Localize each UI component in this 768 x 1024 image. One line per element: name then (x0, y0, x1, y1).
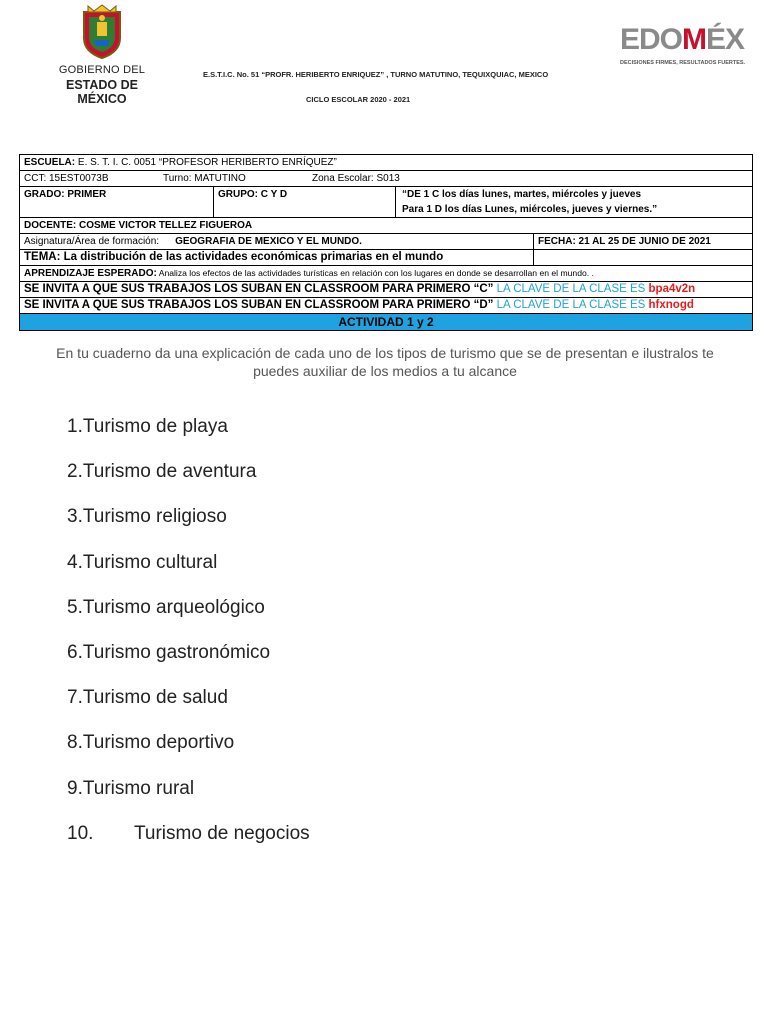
list-item-number: 3. (67, 506, 83, 528)
invite-c-clave-label: LA CLAVE DE LA CLASE ES (493, 283, 646, 295)
gobierno-line1: GOBIERNO DEL (58, 64, 146, 76)
invite-d-clave-label: LA CLAVE DE LA CLASE ES (493, 299, 646, 311)
docente-cell: DOCENTE: COSME VICTOR TELLEZ FIGUEROA (20, 218, 753, 234)
school-cycle-line: CICLO ESCOLAR 2020 - 2021 (306, 95, 411, 104)
tema-empty-cell (534, 250, 753, 266)
table-row-docente (20, 218, 753, 234)
list-item-number: 10. (67, 822, 94, 844)
list-item (67, 595, 310, 640)
list-item (67, 550, 310, 595)
edomex-wordmark (620, 22, 744, 58)
escuela-label: ESCUELA: (24, 157, 76, 168)
list-item-label: Turismo de negocios (134, 822, 310, 844)
tema-value: La distribución de las actividades económicas primarias en el mundo (60, 251, 444, 263)
table-row-cct (20, 171, 753, 187)
instruction-text: En tu cuaderno da una explicación de cada uno de los tipos de turismo que se de presentan e ilustralos te puedes auxiliar de los medios a tu alcance (56, 345, 714, 379)
aprendizaje-cell (20, 266, 753, 282)
table-row-invite-d (20, 298, 753, 314)
list-item (67, 776, 310, 821)
actividad-banner: ACTIVIDAD 1 y 2 (20, 314, 753, 331)
aprendizaje-value: Analiza los efectos de las actividades turísticas en relación con los lugares en donde se desarrollan en el mundo. . (156, 268, 594, 278)
escuela-value: E. S. T. I. C. 0051 “PROFESOR HERIBERTO ENRÍQUEZ” (75, 157, 337, 168)
list-item-label: Turismo rural (82, 777, 195, 799)
list-item-number: 6. (67, 641, 83, 663)
table-row-grado (20, 187, 753, 218)
invite-d-text: SE INVITA A QUE SUS TRABAJOS LOS SUBAN EN CLASSROOM PARA PRIMERO “D” (24, 299, 494, 311)
asignatura-value: GEOGRAFIA DE MEXICO Y EL MUNDO. (175, 236, 362, 247)
list-item-number: 8. (67, 732, 83, 754)
list-item-number: 1. (67, 416, 83, 437)
invite-d-cell (20, 298, 753, 314)
fecha-cell: FECHA: 21 AL 25 DE JUNIO DE 2021 (534, 234, 753, 250)
list-item-number: 2. (67, 461, 83, 483)
asignatura-cell (20, 234, 534, 250)
invite-c-cell (20, 282, 753, 298)
list-item-label: Turismo de playa (82, 416, 228, 437)
list-item-label: Turismo cultural (82, 551, 218, 573)
asignatura-label: Asignatura/Área de formación: (24, 236, 160, 247)
info-table (19, 154, 753, 331)
table-row-asignatura (20, 234, 753, 250)
edomex-wordmark-a: EDO (620, 23, 683, 56)
tema-label: TEMA: (24, 251, 61, 263)
invite-c-code[interactable]: bpa4v2n (645, 283, 696, 295)
list-item-label: Turismo de aventura (82, 461, 257, 483)
aprendizaje-label: APRENDIZAJE ESPERADO: (24, 268, 157, 279)
invite-d-code[interactable]: hfxnogd (645, 299, 694, 311)
cct-value: CCT: 15EST0073B (24, 173, 109, 184)
list-item-number: 9. (67, 777, 83, 799)
invite-c-text: SE INVITA A QUE SUS TRABAJOS LOS SUBAN EN CLASSROOM PARA PRIMERO “C” (24, 283, 494, 295)
edomex-wordmark-b: ÉX (706, 23, 745, 56)
school-header-line: E.S.T.I.C. No. 51 “PROFR. HERIBERTO ENRIQUEZ” , TURNO MATUTINO, TEQUIXQUIAC, MEXICO (203, 70, 549, 79)
tourism-list (67, 414, 310, 866)
tema-cell (20, 250, 534, 266)
list-item-number: 7. (67, 687, 83, 709)
list-item-number: 5. (67, 596, 83, 618)
edomex-wordmark-m: M (682, 23, 707, 56)
grupo-cell: GRUPO: C Y D (214, 187, 396, 218)
coat-of-arms-icon (80, 4, 124, 60)
dias-line1: “DE 1 C los días lunes, martes, miércoles y jueves (402, 189, 641, 200)
zona-value: Zona Escolar: S013 (312, 173, 400, 184)
list-item (67, 459, 310, 504)
gobierno-logo (40, 4, 164, 106)
escuela-cell (20, 155, 753, 171)
dias-cell (396, 187, 753, 218)
list-item (67, 504, 310, 549)
dias-line2: Para 1 D los días Lunes, miércoles, jueves y viernes.” (402, 204, 658, 215)
list-item-label: Turismo deportivo (82, 732, 235, 754)
table-row-tema (20, 250, 753, 266)
edomex-logo (610, 22, 746, 72)
list-item-label: Turismo religioso (82, 506, 227, 528)
list-item (67, 730, 310, 775)
table-row-invite-c (20, 282, 753, 298)
table-row-actividad (20, 314, 753, 331)
table-row-escuela (20, 155, 753, 171)
list-item-label: Turismo arqueológico (82, 596, 265, 618)
turno-value: Turno: MATUTINO (163, 173, 246, 184)
gobierno-line2: ESTADO DE MÉXICO (66, 78, 138, 106)
list-item (67, 685, 310, 730)
cct-cell (20, 171, 753, 187)
list-item (67, 821, 310, 866)
list-item-label: Turismo de salud (82, 687, 228, 709)
grado-cell: GRADO: PRIMER (20, 187, 214, 218)
edomex-tagline: DECISIONES FIRMES, RESULTADOS FUERTES. (620, 60, 746, 66)
table-row-aprendizaje (20, 266, 753, 282)
list-item (67, 414, 310, 459)
list-item (67, 640, 310, 685)
list-item-label: Turismo gastronómico (82, 641, 271, 663)
list-item-number: 4. (67, 551, 83, 573)
